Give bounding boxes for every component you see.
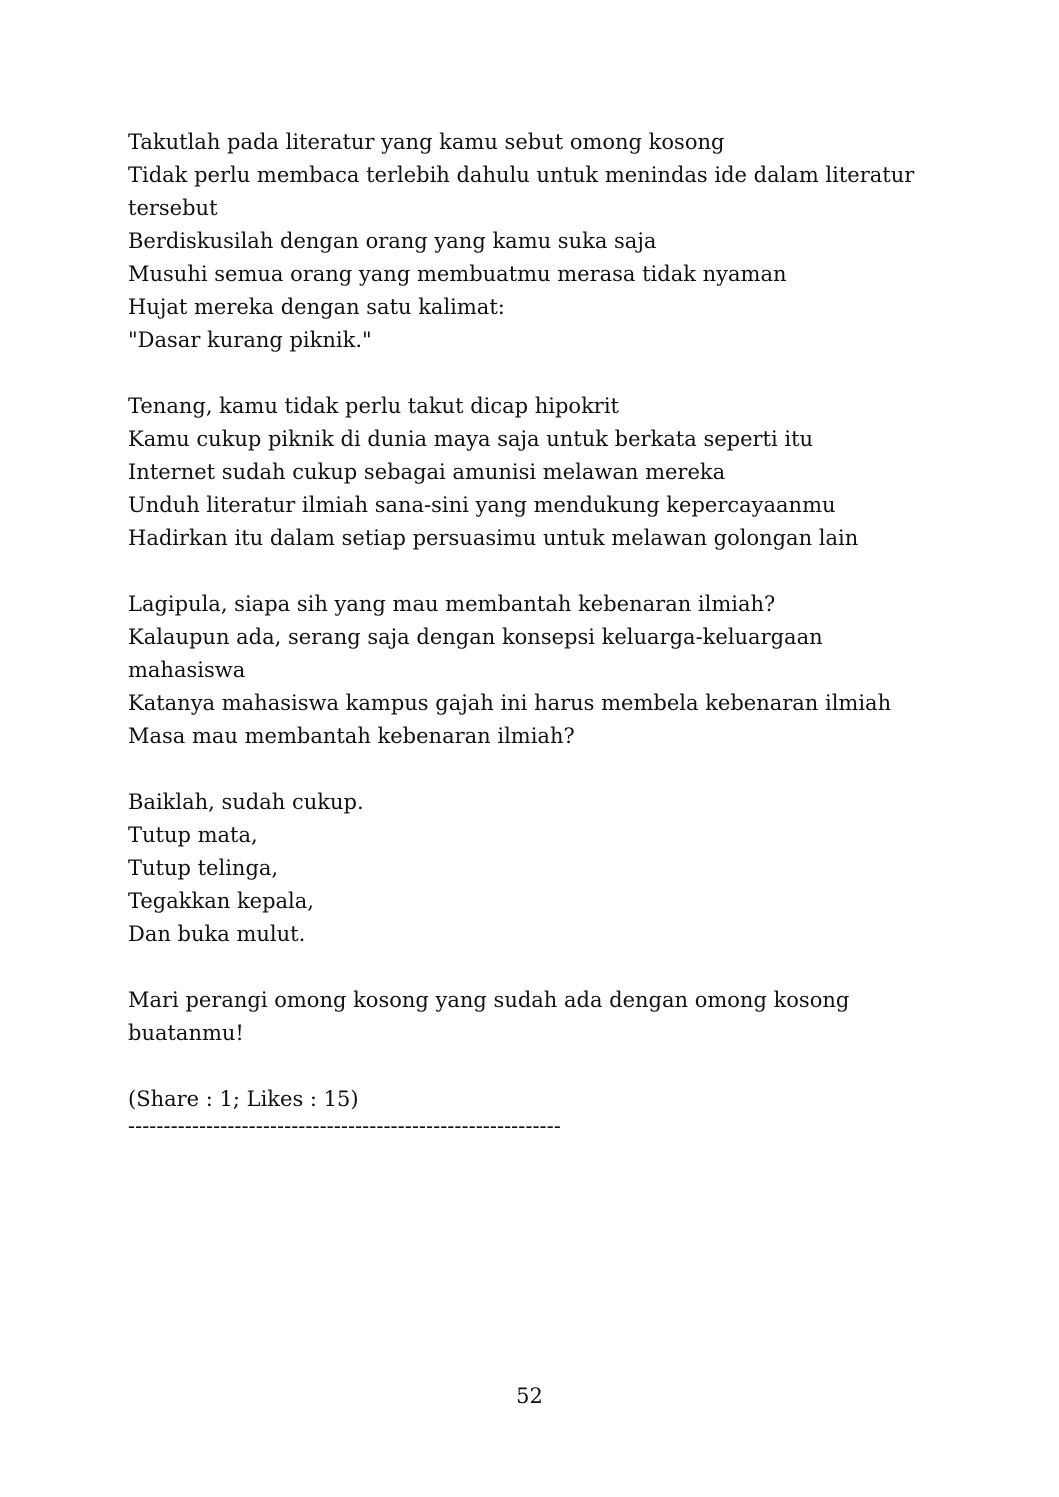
text-line: Musuhi semua orang yang membuatmu merasa tidak nyaman — [128, 262, 787, 286]
text-line: buatanmu! — [128, 1021, 244, 1045]
post-stats — [128, 1083, 928, 1137]
text-line: Baiklah, sudah cukup. — [128, 790, 364, 814]
stanza-5 — [128, 984, 928, 1050]
dashed-divider: ------------------------------------------------------------- — [128, 1116, 561, 1137]
text-line: Berdiskusilah dengan orang yang kamu suka saja — [128, 229, 657, 253]
text-line: Masa mau membantah kebenaran ilmiah? — [128, 724, 575, 748]
text-line: Tidak perlu membaca terlebih dahulu untuk menindas ide dalam literatur — [128, 163, 915, 187]
text-line: Mari perangi omong kosong yang sudah ada dengan omong kosong — [128, 988, 850, 1012]
text-line: Takutlah pada literatur yang kamu sebut omong kosong — [128, 130, 725, 154]
text-line: Unduh literatur ilmiah sana-sini yang mendukung kepercayaanmu — [128, 493, 836, 517]
text-line: tersebut — [128, 196, 218, 220]
stanza-1 — [128, 126, 928, 357]
text-line: Tutup telinga, — [128, 856, 279, 880]
stanza-4 — [128, 786, 928, 951]
text-line: Hujat mereka dengan satu kalimat: — [128, 295, 505, 319]
share-likes-count: (Share : 1; Likes : 15) — [128, 1087, 359, 1111]
text-line: Tegakkan kepala, — [128, 889, 314, 913]
text-line: Kamu cukup piknik di dunia maya saja untuk berkata seperti itu — [128, 427, 814, 451]
text-line: Tutup mata, — [128, 823, 258, 847]
text-line: Lagipula, siapa sih yang mau membantah kebenaran ilmiah? — [128, 592, 776, 616]
page-body — [128, 126, 928, 1137]
text-line: Kalaupun ada, serang saja dengan konsepsi keluarga-keluargaan mahasiswa — [128, 625, 830, 682]
text-line: Dan buka mulut. — [128, 922, 306, 946]
stanza-2 — [128, 390, 928, 555]
text-line: Katanya mahasiswa kampus gajah ini harus membela kebenaran ilmiah — [128, 691, 892, 715]
page-number: 52 — [516, 1384, 543, 1408]
text-line: Internet sudah cukup sebagai amunisi melawan mereka — [128, 460, 726, 484]
text-line: Hadirkan itu dalam setiap persuasimu untuk melawan golongan lain — [128, 526, 859, 550]
text-line: Tenang, kamu tidak perlu takut dicap hipokrit — [128, 394, 619, 418]
stanza-3 — [128, 588, 928, 753]
text-line: "Dasar kurang piknik." — [128, 328, 372, 352]
